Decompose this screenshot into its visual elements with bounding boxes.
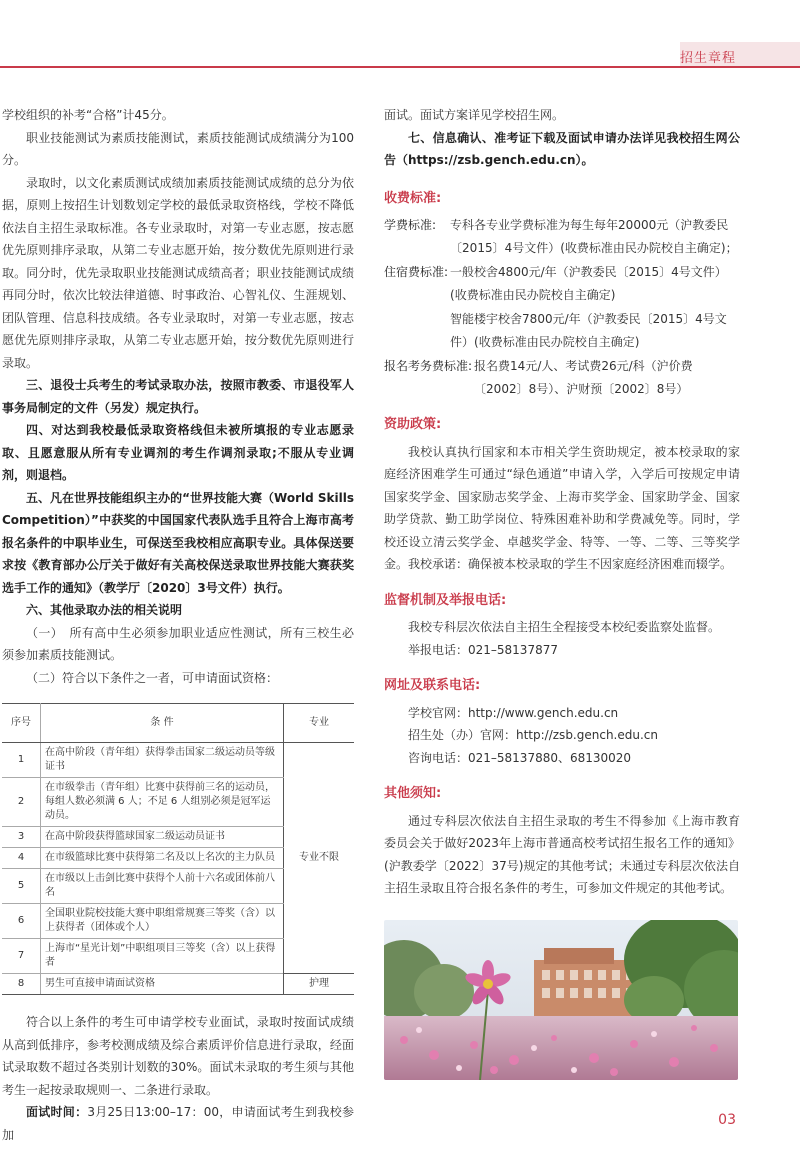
row-condition: 在高中阶段（青年组）获得拳击国家二级运动员等级证书 xyxy=(41,743,284,778)
interview-time-label: 面试时间： xyxy=(26,1105,88,1119)
paragraph: 职业技能测试为素质技能测试，素质技能测试成绩满分为100分。 xyxy=(2,130,354,167)
section-heading: 七、信息确认、准考证下载及面试申请办法详见我校招生网公告（https://zsb.gench.edu.cn）。 xyxy=(384,130,740,167)
report-phone: 举报电话：021–58137877 xyxy=(408,642,558,657)
row-condition: 在市级以上击剑比赛中获得个人前十六名或团体前八名 xyxy=(41,869,284,904)
exam-fee-row xyxy=(384,355,740,400)
fee-title: 收费标准: xyxy=(384,190,442,206)
aid-title: 资助政策: xyxy=(384,417,442,432)
row-number: 5 xyxy=(2,869,41,904)
campus-flowers-photo xyxy=(384,920,738,1080)
photo-illustration xyxy=(384,920,738,1080)
paragraph xyxy=(2,1101,354,1146)
paragraph: （一） 所有高中生必须参加职业适应性测试，所有三校生必须参加素质技能测试。 xyxy=(2,625,354,662)
lodging-smart: 智能楼宇校舍7800元/年（沪教委民〔2015〕4号文件）(收费标准由民办院校自主确定) xyxy=(450,312,727,349)
consult-phone: 咨询电话：021–58137880、68130020 xyxy=(408,750,632,765)
right-column xyxy=(384,104,740,900)
row-condition: 在市级拳击（青年组）比赛中获得前三名的运动员，每组人数必须满 6 人；不足 6 人组别必须是冠军运动员。 xyxy=(41,778,284,827)
contact-title: 网址及联系电话: xyxy=(384,678,481,693)
row-condition: 在高中阶段获得篮球国家二级运动员证书 xyxy=(41,827,284,848)
supervise-text: 我校专科层次依法自主招生全程接受本校纪委监察处监督。 xyxy=(408,620,721,634)
notes-text: 通过专科层次依法自主招生录取的考生不得参加《上海市教育委员会关于做好2023年上海市普通高校考试招生报名工作的通知》(沪教委学〔2022〕37号)规定的其他考试；未通过专科层次依法自主招生录取且符合报名条件的考生，可参加文件规定的其他考试。 xyxy=(384,813,740,895)
row-condition: 全国职业院校技能大赛中职组常规赛三等奖（含）以上获得者（团体或个人） xyxy=(41,904,284,939)
paragraph: 录取时，以文化素质测试成绩加素质技能测试成绩的总分为依据，原则上按招生计划数划定学校的最低录取资格线，学校不降低依法自主招生录取标准。各专业录取时，对第一专业志愿，按志愿优先原则排序录取，从第二专业志愿开始，按分数优先原则进行录取。同分时，优先录取职业技能测试成绩高者；职业技能测试成绩再同分时，依次比较法律道德、时事政治、心智礼仪、生涯规划、团队管理、信息科技成绩。各专业录取时，对第一专业志愿，按志愿优先原则排序录取，从第二专业志愿开始，按分数优先原则进行录取。 xyxy=(2,175,354,370)
lodging-row xyxy=(384,261,740,353)
left-column xyxy=(2,104,354,1146)
notes-title: 其他须知: xyxy=(384,786,442,801)
table-header: 专业 xyxy=(284,704,355,743)
table-row xyxy=(2,974,354,995)
paragraph: 面试。面试方案详见学校招生网。 xyxy=(384,108,565,122)
page-header xyxy=(0,0,800,66)
major-cell: 护理 xyxy=(284,974,355,995)
row-number: 1 xyxy=(2,743,41,778)
paragraph: （二）符合以下条件之一者，可申请面试资格： xyxy=(26,670,279,685)
row-condition: 上海市“星光计划”中职组项目三等奖（含）以上获得者 xyxy=(41,939,284,974)
section-heading: 五、凡在世界技能组织主办的“世界技能大赛（World Skills Competition）”中获奖的中国国家代表队选手且符合上海市高考报名条件的中职毕业生，可保送至我校相应高职专业。具体保送要求按《教育部办公厅关于做好有关高校保送录取世界技能大赛获奖选手工作的通知》（教学厅〔2020〕3号文件）执行。 xyxy=(2,490,354,595)
lodging-value xyxy=(448,261,740,353)
exam-fee-value: 报名费14元/人、考试费26元/科（沪价费〔2002〕8号）、沪财预〔2002〕8号） xyxy=(474,359,693,396)
section-heading: 四、对达到我校最低录取资格线但未被所填报的专业志愿录取、且愿意服从所有专业调剂的考生作调剂录取;不服从专业调剂，则退档。 xyxy=(2,423,354,482)
supervise-title: 监督机制及举报电话: xyxy=(384,592,507,608)
tuition-label: 学费标准: xyxy=(384,218,437,232)
page-number: 03 xyxy=(718,1112,736,1128)
tuition-row xyxy=(384,214,740,259)
lodging-label: 住宿费标准: xyxy=(384,265,449,279)
requirements-table xyxy=(2,703,354,995)
row-number: 2 xyxy=(2,778,41,827)
row-number: 4 xyxy=(2,848,41,869)
row-condition: 在市级篮球比赛中获得第二名及以上名次的主力队员 xyxy=(41,848,284,869)
aid-text: 我校认真执行国家和本市相关学生资助规定，被本校录取的家庭经济困难学生可通过“绿色通道”申请入学，入学后可按规定申请国家奖学金、国家励志奖学金、上海市奖学金、国家助学金、国家助学贷款、勤工助学岗位、特殊困难补助和学费减免等。同时，学校还设立清云奖学金、卓越奖学金、特等、一等、二等、三等奖学金。我校承诺：确保被本校录取的学生不因家庭经济困难而辍学。 xyxy=(384,444,740,571)
table-header: 条 件 xyxy=(41,704,284,743)
section-title: 招生章程 xyxy=(679,51,736,66)
header-divider xyxy=(0,66,800,68)
table-row xyxy=(2,743,354,778)
table-header: 序号 xyxy=(2,704,41,743)
section-heading: 三、退役士兵考生的考试录取办法，按照市教委、市退役军人事务局制定的文件（另发）规定执行。 xyxy=(2,378,354,415)
admission-site[interactable]: 招生处（办）官网：http://zsb.gench.edu.cn xyxy=(408,728,658,742)
school-site[interactable]: 学校官网：http://www.gench.edu.cn xyxy=(408,705,619,720)
row-condition: 男生可直接申请面试资格 xyxy=(41,974,284,995)
row-number: 7 xyxy=(2,939,41,974)
paragraph: 学校组织的补考“合格”计45分。 xyxy=(2,108,174,122)
row-number: 8 xyxy=(2,974,41,995)
section-heading: 六、其他录取办法的相关说明 xyxy=(26,603,183,617)
exam-fee-label: 报名考务费标准: xyxy=(384,359,473,373)
lodging-general: 一般校舍4800元/年（沪教委民〔2015〕4号文件）(收费标准由民办院校自主确定) xyxy=(450,265,727,302)
interview-time-text: 3月25日13:00–17：00，申请面试考生到我校参加 xyxy=(2,1105,354,1142)
row-number: 6 xyxy=(2,904,41,939)
paragraph: 符合以上条件的考生可申请学校专业面试，录取时按面试成绩从高到低排序，参考校测成绩及综合素质评价信息进行录取，经面试录取数不超过各类别计划数的30%。面试未录取的考生须与其他考生一起按录取规则一、二条进行录取。 xyxy=(2,1015,354,1097)
tuition-value: 专科各专业学费标准为每生每年20000元（沪教委民〔2015〕4号文件）(收费标准由民办院校自主确定)； xyxy=(450,218,738,255)
row-number: 3 xyxy=(2,827,41,848)
major-cell: 专业不限 xyxy=(284,743,355,974)
